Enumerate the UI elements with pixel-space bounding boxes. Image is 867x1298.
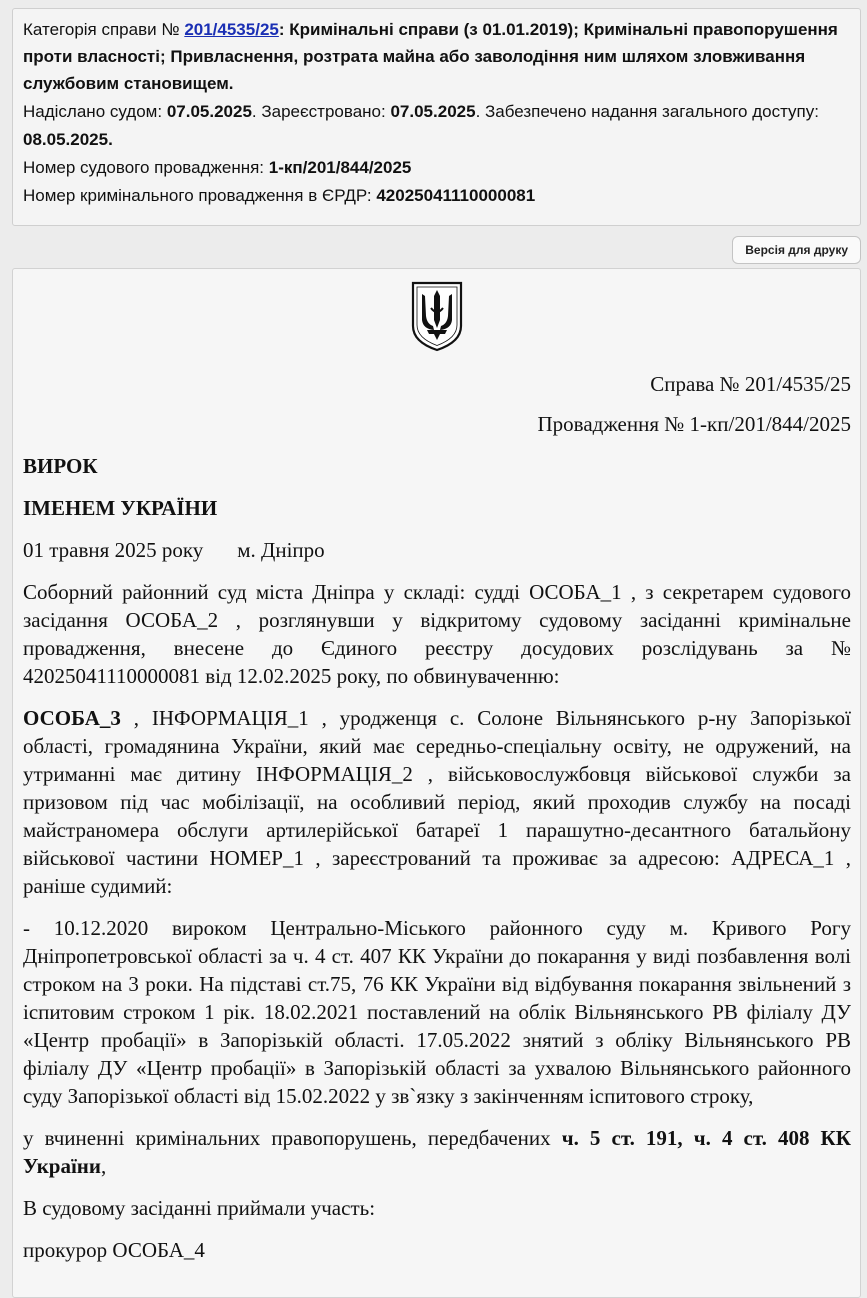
court-proceeding-number: 1-кп/201/844/2025 (268, 158, 412, 177)
verdict-date: 01 травня 2025 року (23, 538, 204, 562)
date-place-line (23, 536, 851, 564)
prosecutor-line: прокурор ОСОБА_4 (23, 1238, 205, 1262)
participants-label: В судовому засіданні приймали участь: (23, 1196, 376, 1220)
erdr-line: Номер кримінального провадження в ЄРДР: 42025041110000081 (23, 186, 536, 205)
category-text: : Кримінальні справи (з 01.01.2019); Кримінальні правопорушення проти власності; Привласнення, розтрата майна або заволодіння ним шляхом зловживання службовим становищем. (23, 20, 838, 93)
access-date: 08.05.2025 (23, 130, 109, 149)
charge-paragraph: у вчиненні кримінальних правопорушень, передбачених ч. 5 ст. 191, ч. 4 ст. 408 КК України, (23, 1126, 851, 1178)
print-version-button[interactable]: Версія для друку (732, 236, 861, 264)
dates-line: Надіслано судом: 07.05.2025. Зареєстровано: 07.05.2025. Забезпечено надання загального доступу: 08.05.2025. (23, 102, 819, 149)
verdict-city: м. Дніпро (237, 538, 325, 562)
case-category: Категорія справи № 201/4535/25: Кримінальні справи (з 01.01.2019); Кримінальні правопорушення проти власності; Привласнення, розтрата майна або заволодіння ним шляхом зловживання службовим становищем. (23, 20, 838, 93)
case-number-link[interactable]: 201/4535/25 (184, 20, 279, 39)
erdr-number: 42025041110000081 (376, 186, 536, 205)
prior-conviction-paragraph: - 10.12.2020 вироком Центрально-Міського районного суду м. Кривого Рогу Дніпропетровської області за ч. 4 ст. 407 КК України до покарання у виді позбавлення волі строком на 3 роки. На підставі ст.75, 76 КК України від відбування покарання звільнений з іспитовим строком 1 рік. 18.02.2021 поставлений на облік Вільнянського РВ філіалу ДУ «Центр пробації» в Запорізькій області. 17.05.2022 знятий з обліку Вільнянського РВ філіалу ДУ «Центр пробації» в Запорізькій області за ухвалою Вільнянського районного суду Запорізької області від 15.02.2022 у зв`язку з закінченням іспитового строку, (23, 916, 851, 1108)
proceeding-number: Провадження № 1-кп/201/844/2025 (537, 412, 851, 436)
case-info-panel (12, 8, 861, 226)
charge-articles: ч. 5 ст. 191, ч. 4 ст. 408 КК України (23, 1126, 851, 1178)
trident-coat-of-arms-icon (409, 280, 465, 352)
accused-paragraph: ОСОБА_3 , ІНФОРМАЦІЯ_1 , уродженця с. Солоне Вільнянського р-ну Запорізької області, громадянина України, який має середньо-спеціальну освіту, не одружений, на утриманні має дитину ІНФОРМАЦІЯ_2 , військовослужбовця військової служби за призовом під час мобілізації, на особливий період, який проходив службу на посаді майстраномера обслуги артилерійської батареї 1 парашутно-десантного батальйону військової частини НОМЕР_1 , зареєстрований та проживає за адресою: АДРЕСА_1 , раніше судимий: (23, 706, 851, 898)
verdict-title: ВИРОК (23, 454, 98, 478)
verdict-subtitle: ІМЕНЕМ УКРАЇНИ (23, 496, 218, 520)
document-body (12, 268, 861, 1298)
court-proceeding-line: Номер судового провадження: 1-кп/201/844/2025 (23, 158, 412, 177)
case-number: Справа № 201/4535/25 (650, 372, 851, 396)
accused-name: ОСОБА_3 (23, 706, 121, 730)
registered-date: 07.05.2025 (390, 102, 476, 121)
intro-paragraph: Соборний районний суд міста Дніпра у складі: судді ОСОБА_1 , з секретарем судового засідання ОСОБА_2 , розглянувши у відкритому судовому засіданні кримінальне провадження, внесене до Єдиного реєстру досудових розслідувань за № 42025041110000081 від 12.02.2025 року, по обвинуваченню: (23, 580, 851, 688)
sent-date: 07.05.2025 (166, 102, 252, 121)
